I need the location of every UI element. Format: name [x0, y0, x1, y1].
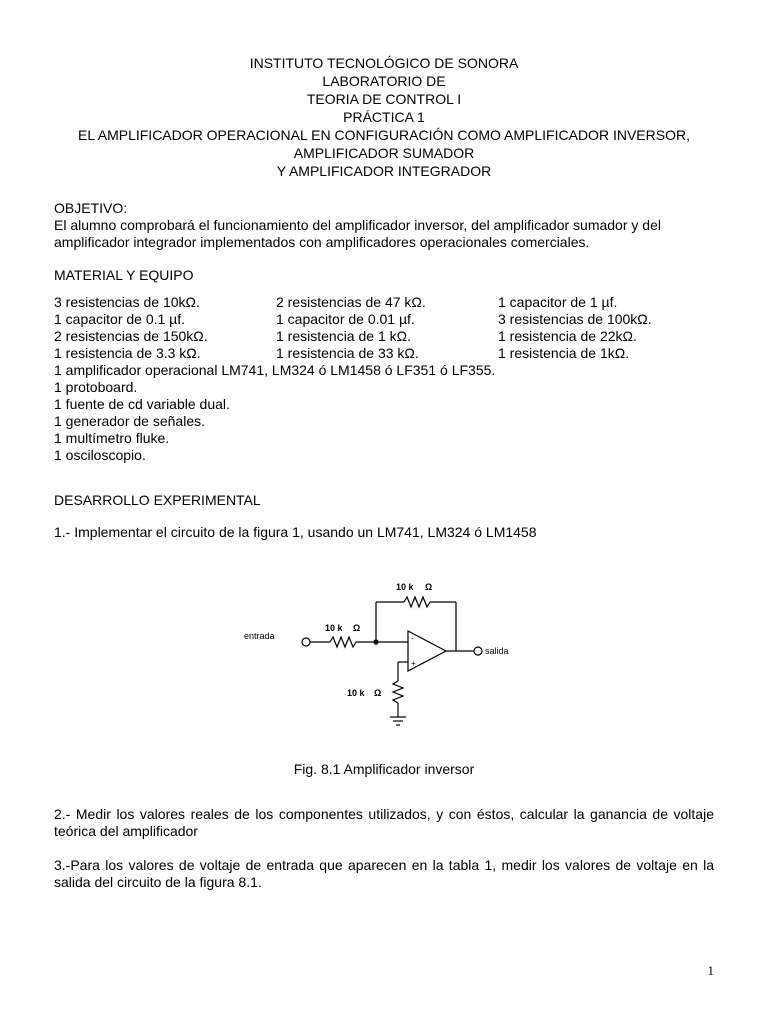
material-item: 1 capacitor de 0.01 µf.: [276, 311, 415, 327]
ground-resistor: [393, 681, 403, 703]
step-3: 3.-Para los valores de voltaje de entrada que aparecen en la tabla 1, medir los valores de voltaje en la salida del circuito de la figura 8.1.: [54, 857, 714, 890]
material-item: 1 resistencia de 22kΩ.: [498, 328, 637, 344]
document-header: [54, 54, 714, 180]
input-label: entrada: [244, 631, 275, 641]
title-line-3: Y AMPLIFICADOR INTEGRADOR: [276, 163, 492, 179]
step-2: 2.- Medir los valores reales de los componentes utilizados, y con éstos, calcular la ganancia de voltaje teórica del amplificador: [54, 806, 714, 839]
plus-sign: +: [411, 659, 416, 668]
material-item: 1 capacitor de 1 µf.: [498, 294, 618, 310]
material-item: 2 resistencias de 150kΩ.: [54, 328, 208, 344]
material-item: 2 resistencias de 47 kΩ.: [276, 294, 426, 310]
minus-sign: -: [411, 634, 414, 643]
material-list-item: 1 amplificador operacional LM741, LM324 ó LM1458 ó LF351 ó LF355.: [54, 362, 496, 378]
r-input-ohm: Ω: [353, 623, 361, 633]
material-list-item: 1 multímetro fluke.: [54, 430, 170, 446]
objective-section: [54, 200, 714, 251]
material-item: 1 resistencia de 1kΩ.: [498, 345, 630, 361]
r-ground-label: 10 k: [347, 688, 365, 698]
step-1: 1.- Implementar el circuito de la figura 1, usando un LM741, LM324 ó LM1458: [54, 524, 537, 540]
inverting-amplifier-schematic: [234, 569, 554, 729]
material-item: 1 resistencia de 33 kΩ.: [276, 345, 419, 361]
r-ground-ohm: Ω: [374, 688, 382, 698]
objective-text: El alumno comprobará el funcionamiento del amplificador inversor, del amplificador sumador y del amplificador integrador implementados con amplificadores operacionales comerciales.: [54, 217, 661, 250]
r-feedback-label: 10 k: [396, 582, 414, 592]
material-heading: MATERIAL Y EQUIPO: [54, 267, 194, 283]
experimental-heading: DESARROLLO EXPERIMENTAL: [54, 492, 261, 508]
material-item: 3 resistencias de 100kΩ.: [498, 311, 652, 327]
material-list-item: 1 protoboard.: [54, 379, 138, 395]
lab-name: LABORATORIO DE: [322, 73, 446, 89]
material-list-item: 1 fuente de cd variable dual.: [54, 396, 230, 412]
material-list: [54, 362, 714, 464]
figure-8-1: [54, 569, 714, 749]
material-item: 3 resistencias de 10kΩ.: [54, 294, 200, 310]
input-terminal: [302, 638, 310, 646]
input-resistor: [330, 637, 356, 647]
course-name: TEORIA DE CONTROL I: [306, 91, 462, 107]
material-section: [54, 267, 714, 464]
figure-caption: Fig. 8.1 Amplificador inversor: [293, 761, 475, 777]
material-item: 1 capacitor de 0.1 µf.: [54, 311, 186, 327]
experimental-section: [54, 492, 714, 891]
title-line-1: EL AMPLIFICADOR OPERACIONAL EN CONFIGURACIÓN COMO AMPLIFICADOR INVERSOR,: [78, 127, 690, 143]
title-line-2: AMPLIFICADOR SUMADOR: [293, 145, 475, 161]
output-label: salida: [485, 646, 509, 656]
r-input-label: 10 k: [325, 623, 343, 633]
feedback-resistor: [404, 597, 430, 607]
document-page: [54, 54, 714, 891]
r-feedback-ohm: Ω: [425, 582, 433, 592]
practice-number: PRÁCTICA 1: [343, 109, 425, 125]
institute-name: INSTITUTO TECNOLÓGICO DE SONORA: [249, 55, 519, 71]
material-list-item: 1 osciloscopio.: [54, 447, 146, 463]
material-item: 1 resistencia de 1 kΩ.: [276, 328, 411, 344]
junction-dot: [373, 639, 378, 644]
material-list-item: 1 generador de señales.: [54, 413, 205, 429]
objective-heading: OBJETIVO:: [54, 200, 128, 216]
material-item: 1 resistencia de 3.3 kΩ.: [54, 345, 201, 361]
material-grid: [54, 294, 714, 362]
page-number: 1: [707, 963, 714, 978]
output-terminal: [474, 647, 482, 655]
